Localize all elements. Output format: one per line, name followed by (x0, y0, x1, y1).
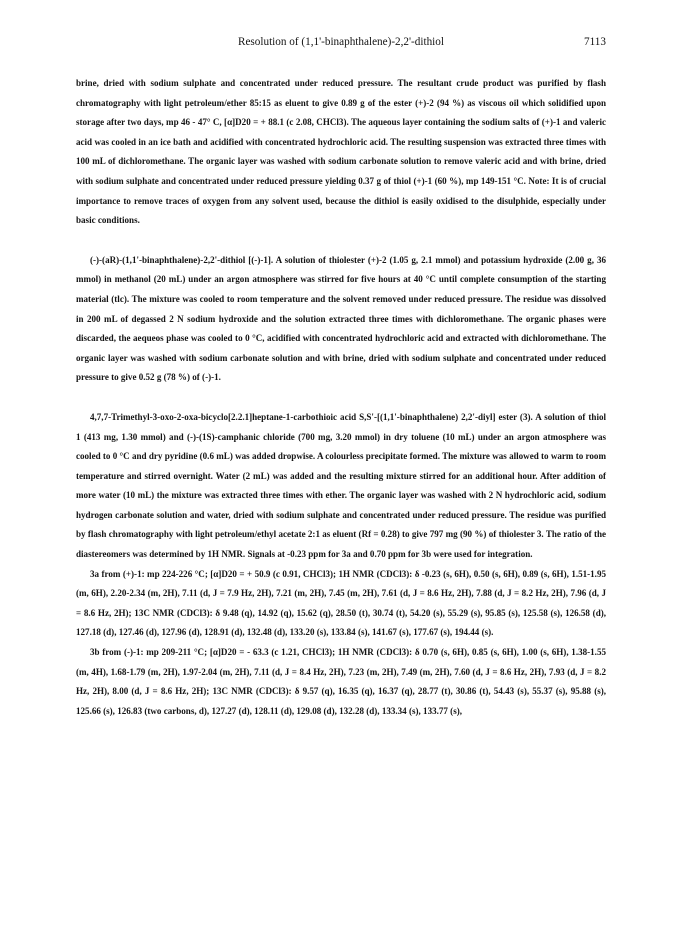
page-number: 7113 (584, 36, 606, 48)
paragraph-workup: brine, dried with sodium sulphate and concentrated under reduced pressure. The resultant crude product was purified by flash chromatography with light petroleum/ether 85:15 as eluent to give 0.89 g of the ester (+)-2 (94 %) as viscous oil which solidified upon storage after two days, mp 46 - 47° C, [α]D20 = + 88.1 (c 2.08, CHCl3). The aqueous layer containing the sodium salts of (+)-1 and valeric acid was cooled in an ice bath and acidified with concentrated hydrochloric acid. The resulting suspension was extracted three times with 100 mL of dichloromethane. The organic layer was washed with sodium carbonate solution to remove valeric acid and with brine, dried with sodium sulphate and concentrated under reduced pressure yielding 0.37 g of thiol (+)-1 (60 %), mp 149-151 °C. Note: It is of crucial importance to remove traces of oxygen from any solvent used, because the dithiol is easily oxidised to the disulphide, especially under basic conditions. (76, 78, 606, 226)
article-body (76, 74, 606, 721)
paragraph-thiolester-synthesis: 4,7,7-Trimethyl-3-oxo-2-oxa-bicyclo[2.2.1]heptane-1-carbothioic acid S,S'-[(1,1'-binaphthalene) 2,2'-diyl] ester (3). A solution of thiol 1 (413 mg, 1.30 mmol) and (-)-(1S)-camphanic chloride (700 mg, 3.20 mmol) in dry toluene (10 mL) under an argon atmosphere was cooled to 0 °C and dry pyridine (0.6 mL) was added dropwise. A colourless precipitate formed. The mixture was allowed to warm to room temperature and stirred overnight. Water (2 mL) was added and the resulting mixture stirred for an additional hour. After addition of more water (10 mL) the mixture was extracted three times with ether. The organic layer was washed with 2 N hydrochloric acid, sodium hydrogen carbonate solution and water, dried with sodium sulphate and concentrated under reduced pressure. The residue was purified by flash chromatography with light petroleum/ethyl acetate 2:1 as eluent (Rf = 0.28) to give 797 mg (90 %) of thiolester 3. The ratio of the diastereomers was determined by 1H NMR. Signals at -0.23 ppm for 3a and 0.70 ppm for 3b were used for integration. (76, 411, 606, 560)
running-title: Resolution of (1,1'-binaphthalene)-2,2'-dithiol (238, 36, 444, 48)
paragraph-dithiol-synthesis: (-)-(aR)-(1,1'-binaphthalene)-2,2'-dithiol [(-)-1]. A solution of thiolester (+)-2 (1.05 g, 2.1 mmol) and potassium hydroxide (2.00 g, 36 mmol) in methanol (20 mL) under an argon atmosphere was stirred for five hours at 40 °C until complete consumption of the starting material (tlc). The mixture was cooled to room temperature and the solvent removed under reduced pressure. The residue was dissolved in 200 mL of degassed 2 N sodium hydroxide and the solution extracted three times with dichloromethane. The organic phases were discarded, the aequeos phase was cooled to 0 °C, acidified with concentrated hydrochloric acid and extracted with dichloromethane. The organic layer was washed with sodium carbonate solution and with brine, dried with sodium sulphate and concentrated under reduced pressure to give 0.52 g (78 %) of (-)-1. (76, 254, 606, 383)
paragraph-3b-data: 3b from (-)-1: mp 209-211 °C; [α]D20 = - 63.3 (c 1.21, CHCl3); 1H NMR (CDCl3): δ 0.70 (s, 6H), 0.85 (s, 6H), 1.00 (s, 6H), 1.38-1.55 (m, 4H), 1.68-1.79 (m, 2H), 1.97-2.04 (m, 2H), 7.11 (d, J = 8.4 Hz, 2H), 7.23 (m, 2H), 7.49 (m, 2H), 7.60 (d, J = 8.6 Hz, 2H), 7.93 (d, J = 8.2 Hz, 2H), 8.00 (d, J = 8.6 Hz, 2H); 13C NMR (CDCl3): δ 9.57 (q), 16.35 (q), 16.37 (q), 28.77 (t), 30.86 (t), 54.43 (s), 55.37 (s), 95.88 (s), 125.66 (s), 126.83 (two carbons, d), 127.27 (d), 128.11 (d), 129.08 (d), 132.28 (d), 133.34 (s), 133.77 (s), (76, 647, 606, 716)
page-header (76, 36, 606, 52)
paragraph-3a-data: 3a from (+)-1: mp 224-226 °C; [α]D20 = + 50.9 (c 0.91, CHCl3); 1H NMR (CDCl3): δ -0.23 (s, 6H), 0.50 (s, 6H), 0.89 (s, 6H), 1.51-1.95 (m, 6H), 2.20-2.34 (m, 2H), 7.11 (d, J = 7.9 Hz, 2H), 7.21 (m, 2H), 7.45 (m, 2H), 7.61 (d, J = 8.6 Hz, 2H), 7.88 (d, J = 8.2 Hz, 2H), 7.96 (d, J = 8.6 Hz, 2H); 13C NMR (CDCl3): δ 9.48 (q), 14.92 (q), 15.62 (q), 28.50 (t), 30.74 (t), 54.20 (s), 55.29 (s), 95.85 (s), 125.58 (s), 126.58 (d), 127.18 (d), 127.46 (d), 127.96 (d), 128.91 (d), 132.48 (d), 133.20 (s), 133.84 (s), 141.67 (s), 177.67 (s), 194.44 (s). (76, 568, 606, 638)
